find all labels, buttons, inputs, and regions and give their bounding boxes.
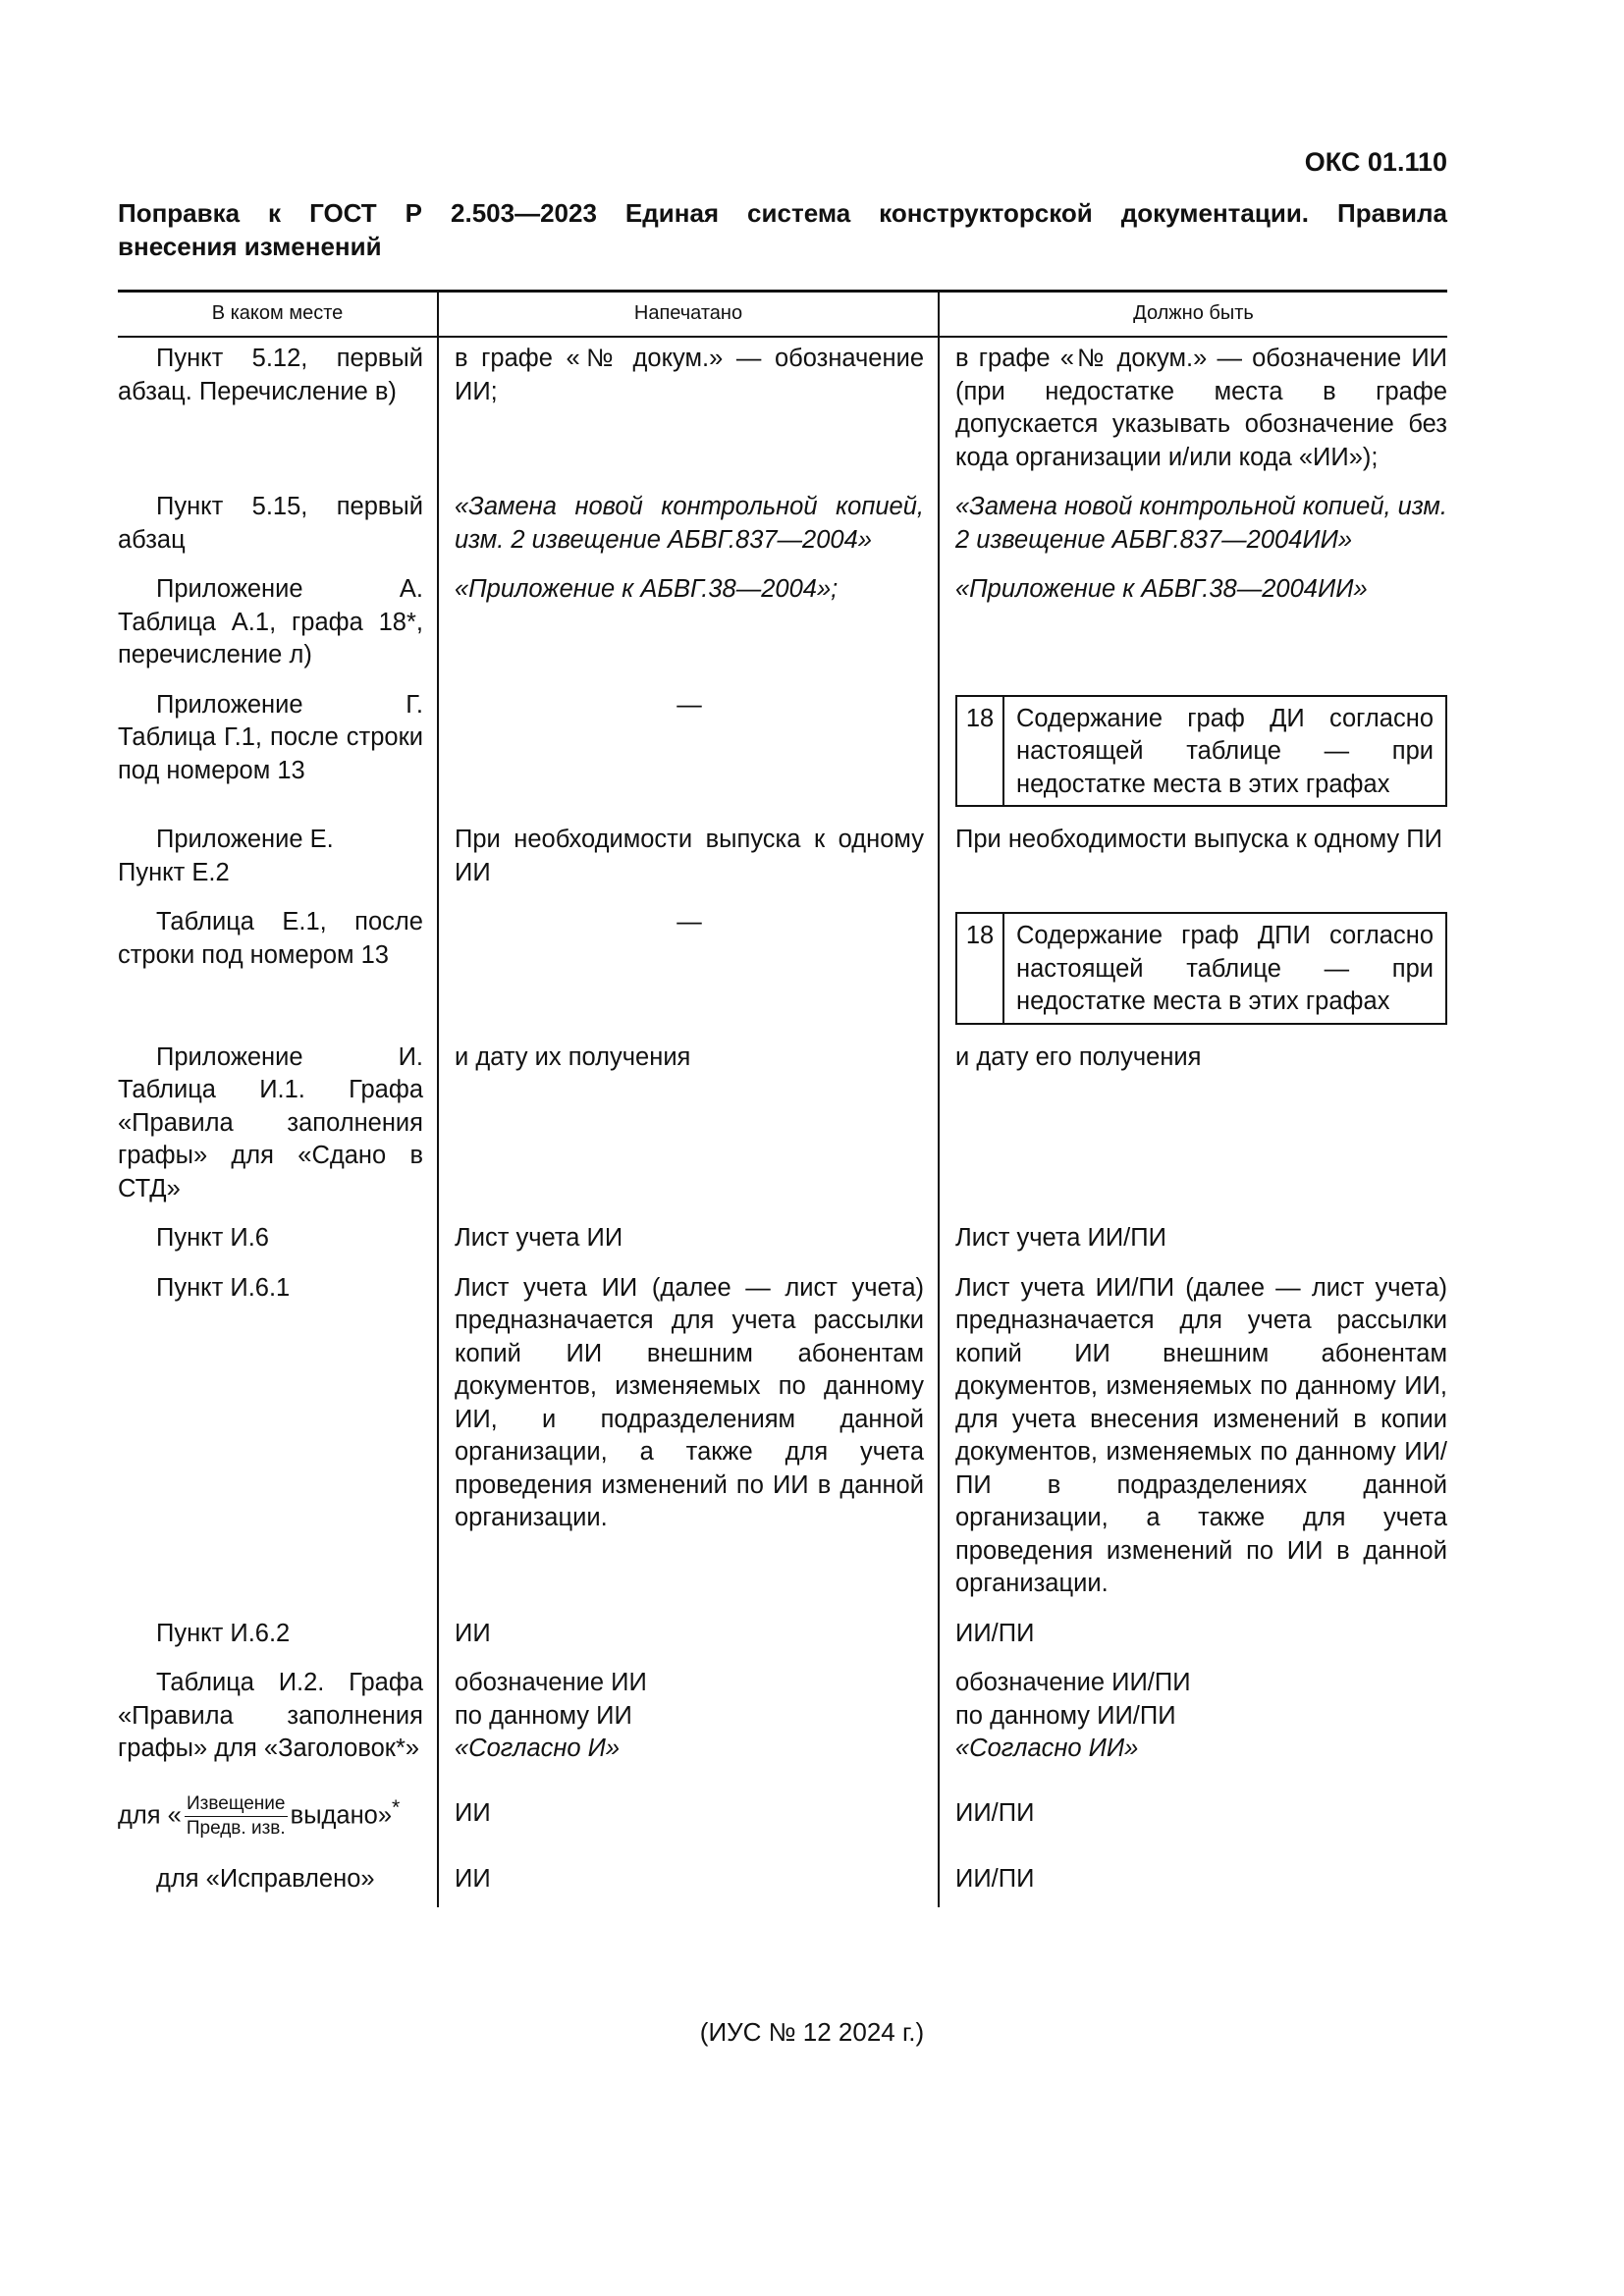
inserted-row-table xyxy=(955,695,1447,808)
cell-printed: обозначение ИИ по данному ИИ «Согласно И» xyxy=(438,1662,939,1778)
document-title xyxy=(118,196,1447,263)
title-line-2: внесения изменений xyxy=(118,232,382,261)
cell-should-be: ИИ/ПИ xyxy=(939,1858,1447,1908)
table-row xyxy=(118,1267,1447,1613)
footer-issue: (ИУС № 12 2024 г.) xyxy=(699,2017,925,2047)
table-row xyxy=(118,684,1447,820)
table-row xyxy=(118,1778,1447,1858)
table-row xyxy=(118,901,1447,1037)
classification-code: ОКС 01.110 xyxy=(1304,147,1447,177)
row-content: Содержание граф ДПИ согласно настоящей таблице — при недостатке места в этих графах xyxy=(1003,913,1446,1024)
row-number: 18 xyxy=(956,913,1003,1024)
table-row xyxy=(118,486,1447,568)
cell-should-be: ИИ/ПИ xyxy=(939,1613,1447,1663)
cell-should-be: обозначение ИИ/ПИ по данному ИИ/ПИ «Согласно ИИ» xyxy=(939,1662,1447,1778)
cell-location: для « $\frac{\text{Извещение}}{\text{Предв. изв.}}$ выдано»* xyxy=(118,1792,401,1839)
header-location: В каком месте xyxy=(118,292,438,338)
cell-location: Пункт И.6.1 xyxy=(156,1273,291,1302)
cell-location: Таблица И.2. Графа «Правила заполнения графы» для «Заголовок*» xyxy=(118,1669,423,1762)
cell-should-be: Лист учета ИИ/ПИ xyxy=(939,1217,1447,1267)
cell-location: Пункт И.6.2 xyxy=(156,1619,291,1647)
table-row xyxy=(118,337,1447,486)
cell-printed: — xyxy=(438,684,939,820)
cell-should-be: в графе «№ докум.» — обозначение ИИ (при недостатке места в графе допускается указывать обозначение без кода организации и/или кода «ИИ»); xyxy=(939,337,1447,486)
row-number: 18 xyxy=(956,696,1003,807)
table-row xyxy=(118,1217,1447,1267)
cell-should-be: При необходимости выпуска к одному ПИ xyxy=(939,819,1447,901)
cell-location: Пункт 5.15, первый абзац xyxy=(118,493,423,554)
cell-printed: — xyxy=(438,901,939,1037)
header-should-be: Должно быть xyxy=(939,292,1447,338)
title-line-1: Поправка к ГОСТ Р 2.503—2023 Единая система конструкторской документации. Правила xyxy=(118,198,1447,228)
cell-location: Приложение Г. Таблица Г.1, после строки под номером 13 xyxy=(118,690,423,784)
header-printed: Напечатано xyxy=(438,292,939,338)
cell-should-be xyxy=(939,901,1447,1037)
cell-should-be: Лист учета ИИ/ПИ (далее — лист учета) предназначается для учета рассылки копий ИИ внешним абонентам документов, изменяемых по данному ИИ, для учета внесения изменений в копии документов, изменяемых по данному ИИ/ПИ в подразделениях данной организации, а также для учета проведения изменений по ИИ в данной организации. xyxy=(939,1267,1447,1613)
cell-printed: ИИ xyxy=(438,1858,939,1908)
cell-location: Приложение А. Таблица А.1, графа 18*, перечисление л) xyxy=(118,575,423,668)
cell-printed: Лист учета ИИ (далее — лист учета) предназначается для учета рассылки копий ИИ внешним абонентам документов, изменяемых по данному ИИ, и подразделениям данной организации, а также для учета проведения изменений по ИИ в данной организации. xyxy=(438,1267,939,1613)
cell-should-be: «Замена новой контрольной копией, изм. 2 извещение АБВГ.837—2004ИИ» xyxy=(939,486,1447,568)
cell-location: Приложение И. Таблица И.1. Графа «Правила заполнения графы» для «Сдано в СТД» xyxy=(118,1042,423,1202)
cell-printed: и дату их получения xyxy=(438,1037,939,1218)
cell-location: Приложение Е. Пункт Е.2 xyxy=(118,826,334,886)
cell-location: Пункт И.6 xyxy=(156,1224,269,1252)
cell-should-be: «Приложение к АБВГ.38—2004ИИ» xyxy=(939,568,1447,684)
table-header-row xyxy=(118,292,1447,338)
amendment-table xyxy=(118,290,1447,1907)
table-row xyxy=(118,1662,1447,1778)
cell-printed: в графе «№ докум.» — обозначение ИИ; xyxy=(438,337,939,486)
cell-printed: ИИ xyxy=(438,1778,939,1858)
table-row xyxy=(118,1858,1447,1908)
cell-should-be: и дату его получения xyxy=(939,1037,1447,1218)
inserted-row-table xyxy=(955,912,1447,1025)
cell-printed: ИИ xyxy=(438,1613,939,1663)
table-row xyxy=(118,1613,1447,1663)
cell-location: Пункт 5.12, первый абзац. Перечисление в) xyxy=(118,345,423,405)
row-content: Содержание граф ДИ согласно настоящей таблице — при недостатке места в этих графах xyxy=(1003,696,1446,807)
cell-should-be: ИИ/ПИ xyxy=(939,1778,1447,1858)
cell-should-be xyxy=(939,684,1447,820)
cell-printed: «Приложение к АБВГ.38—2004»; xyxy=(438,568,939,684)
cell-printed: «Замена новой контрольной копией, изм. 2 извещение АБВГ.837—2004» xyxy=(438,486,939,568)
table-row xyxy=(118,1037,1447,1218)
fraction: $\frac{\text{Извещение}}{\text{Предв. изв.}}$ xyxy=(186,1792,286,1839)
table-row xyxy=(118,819,1447,901)
cell-printed: Лист учета ИИ xyxy=(438,1217,939,1267)
cell-location: для «Исправлено» xyxy=(156,1864,375,1893)
cell-printed: При необходимости выпуска к одному ИИ xyxy=(438,819,939,901)
cell-location: Таблица Е.1, после строки под номером 13 xyxy=(118,908,423,969)
table-row xyxy=(118,568,1447,684)
